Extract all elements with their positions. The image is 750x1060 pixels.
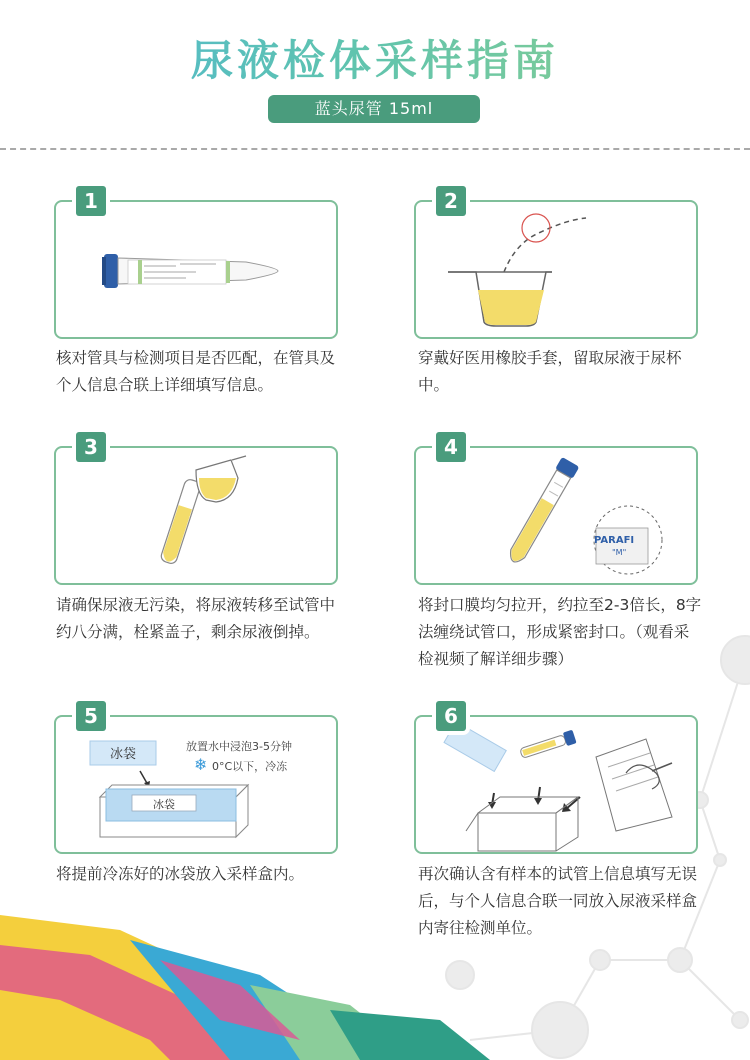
- freeze-instruction-label: 0°C以下，冷冻: [212, 760, 288, 773]
- step-2-instruction: 穿戴好医用橡胶手套，留取尿液于尿杯中。: [418, 349, 682, 394]
- ice-bag-in-box-label: 冰袋: [153, 798, 175, 811]
- parafilm-brand-label: PARAFI: [594, 535, 635, 546]
- step-5-number: 5: [76, 701, 106, 731]
- color-brush-strokes-decoration: [0, 915, 490, 1060]
- pouring-urine-illustration: [56, 448, 336, 583]
- step-1-card: [54, 189, 338, 339]
- labeled-tube-illustration: [56, 202, 336, 337]
- step-2-number: 2: [436, 186, 466, 216]
- ice-bag-box-illustration: [56, 717, 336, 852]
- step-4-instruction: 将封口膜均匀拉开，约拉至2-3倍长，8字法缠绕试管口，形成紧密封口。（观看采检视频了解详细步骤）: [418, 596, 702, 668]
- packing-box-illustration: [416, 717, 696, 852]
- tube-type-badge: 蓝头尿管 15ml: [268, 95, 480, 123]
- step-3-card: [54, 435, 338, 585]
- step-1-instruction: 核对管具与检测项目是否匹配，在管具及个人信息合联上详细填写信息。: [56, 349, 336, 394]
- step-3-instruction: 请确保尿液无污染，将尿液转移至试管中约八分满，栓紧盖子，剩余尿液倒掉。: [56, 596, 336, 641]
- sealing-film-illustration: [416, 448, 696, 583]
- step-6-instruction: 再次确认含有样本的试管上信息填写无误后，与个人信息合联一同放入尿液采样盒内寄往检测单位。: [418, 865, 698, 937]
- step-4-card: [414, 435, 698, 585]
- page-title: 尿液检体采样指南: [0, 28, 750, 88]
- parafilm-mark-label: "M": [612, 548, 627, 557]
- soak-instruction-label: 放置水中浸泡3-5分钟: [186, 740, 292, 753]
- step-2-card: [414, 189, 698, 339]
- step-3-number: 3: [76, 432, 106, 462]
- snowflake-icon: ❄: [194, 755, 208, 774]
- step-1-number: 1: [76, 186, 106, 216]
- dotted-divider: [0, 148, 750, 150]
- step-6-number: 6: [436, 701, 466, 731]
- urine-cup-illustration: [416, 202, 696, 337]
- step-6-card: [414, 704, 698, 854]
- step-5-instruction: 将提前冷冻好的冰袋放入采样盒内。: [56, 865, 305, 883]
- step-4-number: 4: [436, 432, 466, 462]
- ice-bag-label: 冰袋: [109, 747, 137, 762]
- step-5-card: [54, 704, 338, 854]
